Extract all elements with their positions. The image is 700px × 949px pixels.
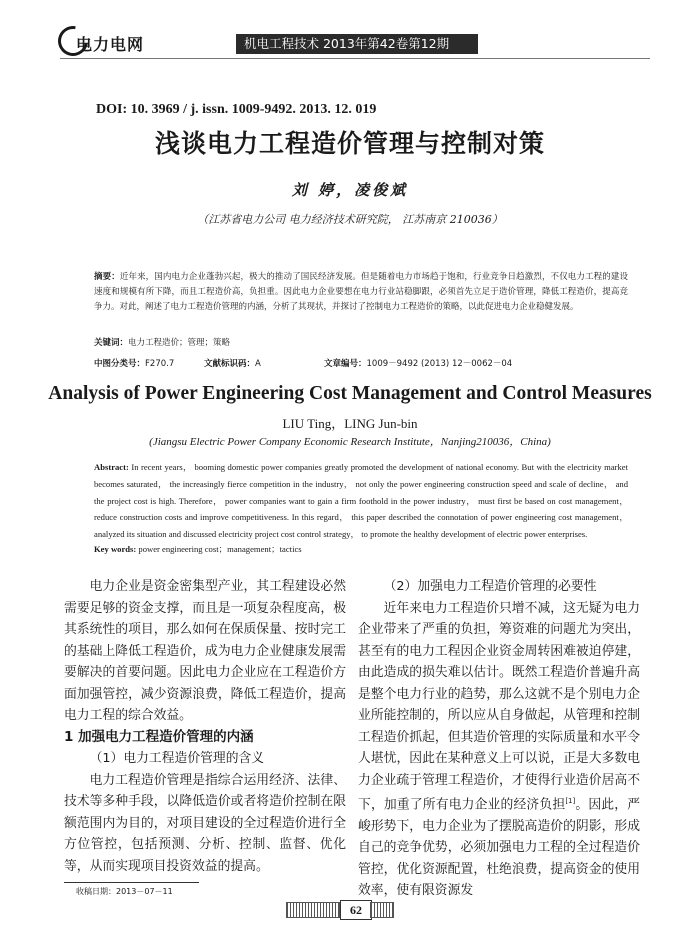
article-number: 文章编号：1009－9492 (2013) 12－0062－04 — [324, 359, 513, 369]
journal-banner: 机电工程技术 2013年第42卷第12期 — [236, 34, 478, 54]
keywords-english-text: power engineering cost；management；tactics — [136, 544, 302, 554]
affiliation-english: (Jiangsu Electric Power Company Economic Research Institute，Nanjing210036，China) — [149, 436, 551, 448]
doi-line: DOI: 10. 3969 / j. issn. 1009-9492. 2013. 12. 019 — [96, 102, 377, 117]
document-code: 文献标识码：A — [204, 359, 261, 369]
received-date-footnote: 收稿日期：2013－07－11 — [76, 887, 173, 896]
footnote-divider — [64, 882, 199, 883]
page-band-right-decoration — [370, 902, 394, 918]
body-left-column — [64, 576, 346, 877]
title-english: Analysis of Power Engineering Cost Management and Control Measures — [48, 383, 652, 404]
logo-text: 电力电网 — [76, 35, 145, 54]
affiliation-chinese: （江苏省电力公司 电力经济技术研究院， 江苏南京 210036） — [197, 213, 503, 226]
abstract-english — [94, 459, 628, 543]
journal-logo — [58, 20, 198, 60]
section-1-heading: 1 加强电力工程造价管理的内涵 — [64, 728, 254, 745]
title-chinese: 浅谈电力工程造价管理与控制对策 — [154, 129, 545, 158]
keywords-chinese-label: 关键词： — [94, 338, 129, 348]
authors-chinese: 刘 婷，凌俊斌 — [291, 181, 409, 199]
page-band-left-decoration — [286, 902, 340, 918]
abstract-chinese-text: 近年来，国内电力企业蓬勃兴起，极大的推动了国民经济发展。但是随着电力市场趋于饱和，行业竞争日趋激烈，不仅电力工程的建设速度和规模有所下降，而且工程造价高，负担重。因此电力企业要想在电力行业站稳脚跟，必须首先立足于造价管理，降低工程造价，提高竞争力。对此，阐述了电力工程造价管理的内涵，分析了其现状，并探讨了控制电力工程造价的策略，以此促进电力企业稳健发展。 — [94, 272, 628, 313]
subsection-2-heading: （2）加强电力工程造价管理的必要性 — [383, 579, 597, 594]
abstract-chinese-label: 摘要： — [94, 272, 120, 282]
header-divider — [60, 58, 650, 59]
page-number-band — [286, 900, 394, 920]
abstract-english-label: Abstract: — [94, 462, 129, 472]
body-right-column — [358, 576, 640, 902]
authors-english: LIU Ting，LING Jun-bin — [282, 416, 418, 431]
intro-paragraph: 电力企业是资金密集型产业，其工程建设必然需要足够的资金支撑，而且是一项复杂程度高，极其系统性的项目，那么如何在保质保量、按时完工的基础上降低工程造价，成为电力企业健康发展需要解决的首要问题。因此电力企业应在工程造价方面加强管控，减少资源浪费，降低工程造价，提高电力工程的综合效益。 — [64, 579, 346, 723]
subsection-1-paragraph: 电力工程造价管理是指综合运用经济、法律、技术等多种手段，以降低造价或者将造价控制在限额范围内为目的，对项目建设的全过程造价进行全方位管控，包括预测、分析、控制、监督、优化等，从而实现项目投资效益的提高。 — [64, 772, 346, 874]
keywords-chinese — [94, 336, 628, 351]
abstract-chinese — [94, 270, 628, 316]
abstract-english-text: In recent years， booming domestic power companies greatly promoted the development of national economy. But with the electricity market becomes saturated， the increasingly fierce competition in the industry， not only the power engineering construction speed and scale of decline， and the project cost is high. Therefore， power companies want to gain a firm foothold in the power industry， must first be based on cost management， reduce construction costs and improve competitiveness. In this regard， this paper described the connotation of power engineering cost management， analyzed its situation and discussed electricity project cost control strategy， to promote the healthy development of electric power enterprises. — [94, 462, 628, 540]
page-number: 62 — [340, 900, 372, 920]
citation-ref: [1] — [565, 797, 576, 805]
keywords-english-label: Key words: — [94, 544, 137, 554]
subsection-1-heading: （1）电力工程造价管理的含义 — [89, 751, 265, 766]
clc-number: 中图分类号：F270.7 — [94, 359, 175, 369]
keywords-english — [94, 542, 628, 557]
keywords-chinese-text: 电力工程造价；管理；策略 — [128, 338, 231, 348]
subsection-2-paragraph: 近年来电力工程造价只增不减，这无疑为电力企业带来了严重的负担，筹资难的问题尤为突出，甚至有的电力工程因企业资金周转困难被迫停建，由此造成的损失难以估计。既然工程造价普遍升高是整个电力行业的趋势，那么这就不是个别电力企业所能控制的，所以应从自身做起，从管理和控制工程造价抓起，但其造价管理的实际质量和水平令人堪忧，因此在某种意义上可以说，正是大多数电力企业疏于管理工程造价，才使得行业造价居高不下，加重了所有电力企业的经济负担[1]。因此，严峻形势下，电力企业为了摆脱高造价的阴影，形成自己的竞争优势，必须加强电力工程的全过程造价管控，优化资源配置，杜绝浪费，提高资金的使用效率，使有限资源发 — [358, 600, 641, 899]
